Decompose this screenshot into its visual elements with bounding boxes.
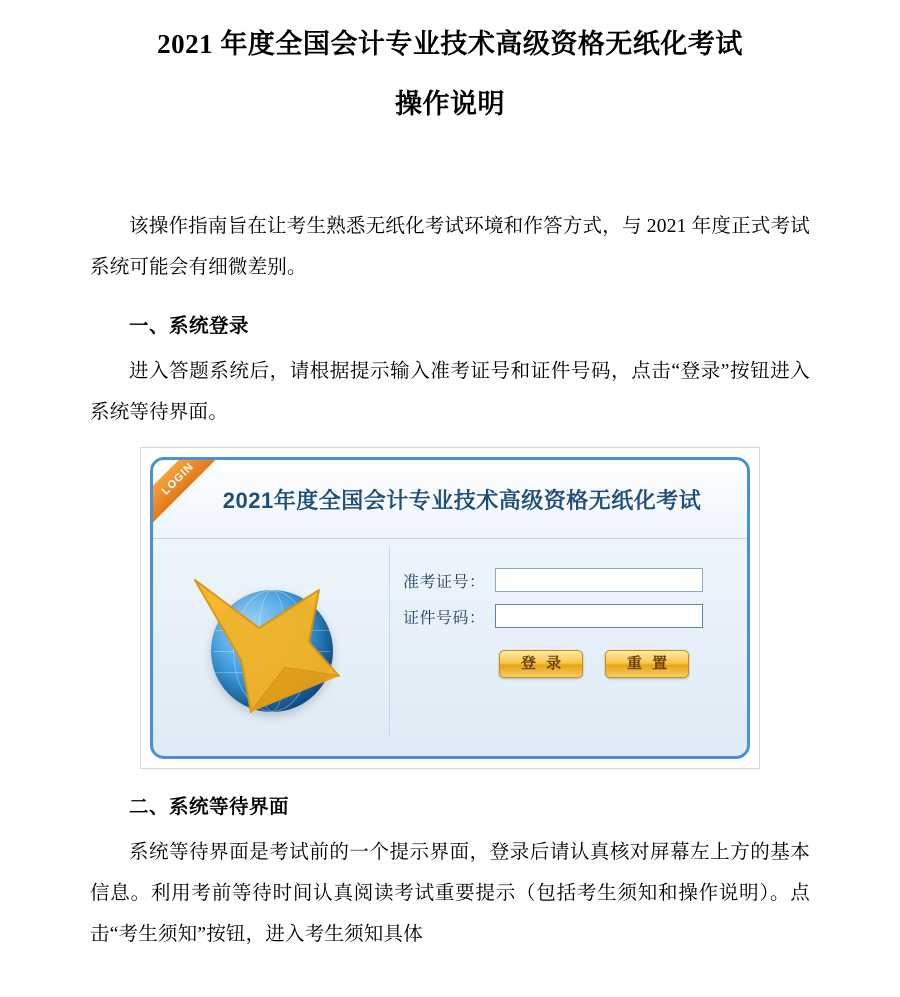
login-window bbox=[140, 447, 760, 769]
section-paragraph-1: 进入答题系统后，请根据提示输入准考证号和证件号码，点击“登录”按钮进入系统等待界面。 bbox=[90, 361, 810, 423]
id-number-row bbox=[403, 604, 733, 628]
page-title-line1: 2021 年度全国会计专业技术高级资格无纸化考试 bbox=[157, 29, 743, 59]
login-window-frame bbox=[150, 457, 750, 759]
exam-number-input[interactable] bbox=[495, 568, 703, 592]
intro-paragraph: 该操作指南旨在让考生熟悉无纸化考试环境和作答方式，与 2021 年度正式考试系统可能会有细微差别。 bbox=[90, 216, 810, 278]
login-ribbon: LOGIN bbox=[150, 457, 226, 527]
login-header-title: 2021年度全国会计专业技术高级资格无纸化考试 bbox=[222, 488, 702, 513]
login-body bbox=[153, 538, 747, 756]
id-number-input[interactable] bbox=[495, 604, 703, 628]
login-button[interactable]: 登 录 bbox=[499, 650, 583, 678]
login-screenshot-figure bbox=[140, 447, 760, 769]
id-number-label: 证件号码： bbox=[403, 609, 486, 627]
section-heading-1: 一、系统登录 bbox=[129, 315, 250, 337]
login-form bbox=[403, 568, 733, 678]
title-spacer bbox=[90, 134, 810, 206]
reset-button[interactable]: 重 置 bbox=[605, 650, 689, 678]
globe-graphic bbox=[183, 566, 373, 736]
section-paragraph-2: 系统等待界面是考试前的一个提示界面，登录后请认真核对屏幕左上方的基本信息。利用考前等待时间认真阅读考试重要提示（包括考生须知和操作说明）。点击“考生须知”按钮，进入考生须知具体 bbox=[90, 842, 810, 945]
yellow-arrow-icon bbox=[189, 572, 359, 722]
login-button-row bbox=[499, 650, 733, 678]
exam-number-row bbox=[403, 568, 733, 592]
exam-number-label: 准考证号： bbox=[403, 573, 486, 591]
page-title bbox=[90, 0, 810, 134]
page-title-line2: 操作说明 bbox=[395, 89, 505, 119]
login-header bbox=[153, 460, 747, 539]
login-divider bbox=[389, 546, 390, 738]
section-heading-2: 二、系统等待界面 bbox=[129, 796, 290, 818]
